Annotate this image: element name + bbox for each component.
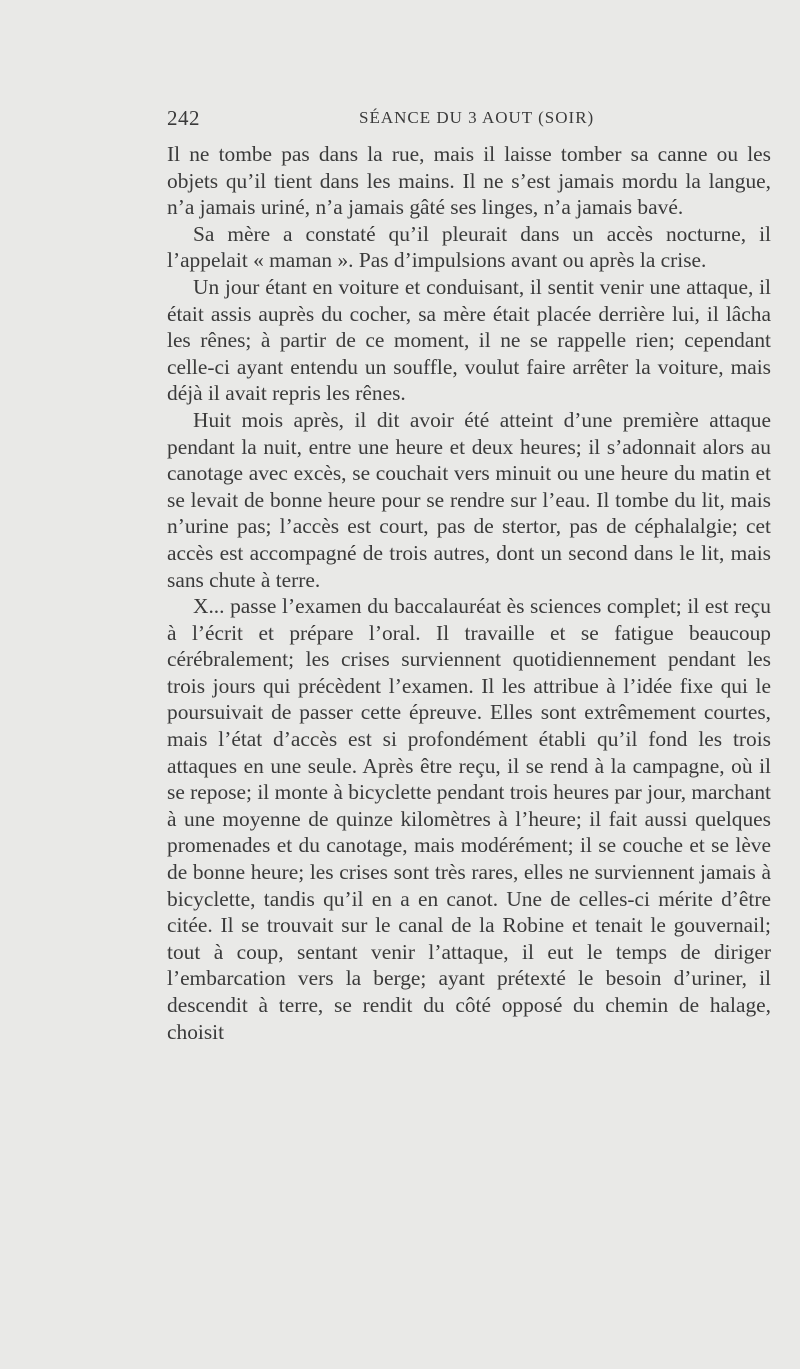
paragraph: Sa mère a constaté qu’il pleurait dans un accès nocturne, il l’appelait « maman ». Pas d’impulsions avant ou après la crise. bbox=[167, 221, 771, 273]
body-text bbox=[167, 141, 771, 1045]
paragraph: X... passe l’examen du baccalauréat ès sciences complet; il est reçu à l’écrit et prépare l’oral. Il travaille et se fatigue beaucoup cérébralement; les crises surviennent quotidiennement pendant les trois jours qui précèdent l’examen. Il les attribue à l’idée fixe qui le poursuivait de passer cette épreuve. Elles sont extrêmement courtes, mais l’état d’accès est si profondément établi qu’il fond les trois attaques en une seule. Après être reçu, il se rend à la campagne, où il se repose; il monte à bicyclette pendant trois heures par jour, marchant à une moyenne de quinze kilomètres à l’heure; il fait aussi quelques promenades et du canotage, mais modérément; il se couche et se lève de bonne heure; les crises sont très rares, elles ne surviennent jamais à bicyclette, tandis qu’il en a en canot. Une de celles-ci mérite d’être citée. Il se trouvait sur le canal de la Robine et tenait le gouvernail; tout à coup, sentant venir l’attaque, il eut le temps de diriger l’embarcation vers la berge; ayant prétexté le besoin d’uriner, il descendit à terre, se rendit du côté opposé du chemin de halage, choisit bbox=[167, 594, 771, 1044]
paragraph: Huit mois après, il dit avoir été atteint d’une première attaque pendant la nuit, entre une heure et deux heures; il s’adonnait alors au canotage avec excès, se couchait vers minuit ou une heure du matin et se levait de bonne heure pour se rendre sur l’eau. Il tombe du lit, mais n’urine pas; l’accès est court, pas de stertor, pas de céphalalgie; cet accès est accompagné de trois autres, dont un second dans le lit, mais sans chute à terre. bbox=[167, 407, 771, 592]
running-head: SÉANCE DU 3 AOUT (SOIR) bbox=[359, 108, 595, 127]
page-header bbox=[167, 106, 771, 134]
page-number: 242 bbox=[167, 106, 200, 130]
paragraph: Un jour étant en voiture et conduisant, il sentit venir une attaque, il était assis auprès du cocher, sa mère était placée derrière lui, il lâcha les rênes; à partir de ce moment, il ne se rappelle rien; cependant celle-ci ayant entendu un souffle, voulut faire arrêter la voiture, mais déjà il avait repris les rênes. bbox=[167, 274, 771, 406]
paragraph: Il ne tombe pas dans la rue, mais il laisse tomber sa canne ou les objets qu’il tient dans les mains. Il ne s’est jamais mordu la langue, n’a jamais uriné, n’a jamais gâté ses linges, n’a jamais bavé. bbox=[167, 142, 771, 220]
